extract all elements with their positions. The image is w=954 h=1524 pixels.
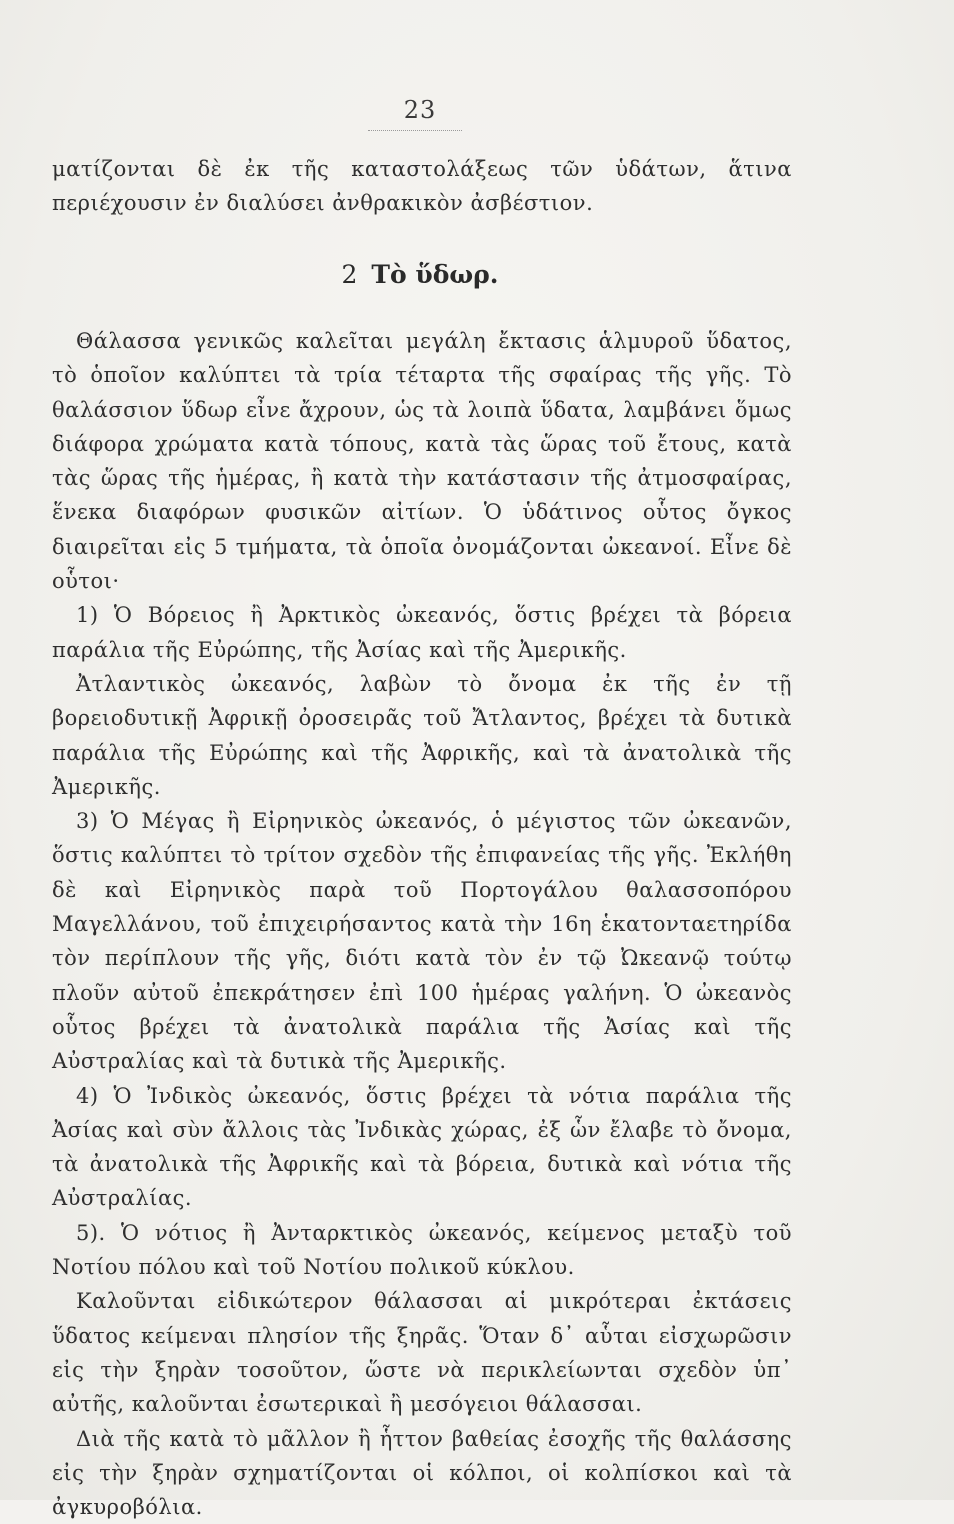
paragraph-gulfs: Διὰ τῆς κατὰ τὸ μᾶλλον ἢ ἧττον βαθείας ἐσοχῆς τῆς θαλάσσης εἰς τὴν ξηρὰν σχηματίζονται οἱ κόλποι, οἱ κολπίσκοι καὶ τὰ ἀγκυροβόλια. (52, 1422, 792, 1524)
paragraph-antarctic-ocean: 5). Ὁ νότιος ἢ Ἀνταρκτικὸς ὠκεανός, κείμενος μεταξὺ τοῦ Νοτίου πόλου καὶ τοῦ Νοτίου πολικοῦ κύκλου. (52, 1216, 792, 1285)
section-body (52, 324, 792, 1524)
paragraph-sea-definition: Θάλασσα γενικῶς καλεῖται μεγάλη ἔκτασις ἁλμυροῦ ὕδατος, τὸ ὁποῖον καλύπτει τὰ τρία τέταρτα τῆς σφαίρας τῆς γῆς. Τὸ θαλάσσιον ὕδωρ εἶνε ἄχρουν, ὡς τὰ λοιπὰ ὕδατα, λαμβάνει ὅμως διάφορα χρώματα κατὰ τόπους, κατὰ τὰς ὥρας τοῦ ἔτους, κατὰ τὰς ὥρας τῆς ἡμέρας, ἢ κατὰ τὴν κατάστασιν τῆς ἀτμοσφαίρας, ἕνεκα διαφόρων φυσικῶν αἰτίων. Ὁ ὑδάτινος οὗτος ὄγκος διαιρεῖται εἰς 5 τμήματα, τὰ ὁποῖα ὀνομάζονται ὠκεανοί. Εἶνε δὲ οὗτοι· (52, 324, 792, 598)
paragraph-pacific-ocean: 3) Ὁ Μέγας ἢ Εἰρηνικὸς ὠκεανός, ὁ μέγιστος τῶν ὠκεανῶν, ὅστις καλύπτει τὸ τρίτον σχεδὸν τῆς ἐπιφανείας τῆς γῆς. Ἐκλήθη δὲ καὶ Εἰρηνικὸς παρὰ τοῦ Πορτογάλου θαλασσοπόρου Μαγελλάνου, τοῦ ἐπιχειρήσαντος κατὰ τὴν 16η ἑκατονταετηρίδα τὸν περίπλουν τῆς γῆς, διότι κατὰ τὸν ἐν τῷ Ὠκεανῷ τούτῳ πλοῦν αὐτοῦ ἐπεκράτησεν ἐπὶ 100 ἡμέρας γαλήνη. Ὁ ὠκεανὸς οὗτος βρέχει τὰ ἀνατολικὰ παράλια τῆς Ἀσίας καὶ τῆς Αὐστραλίας καὶ τὰ δυτικὰ τῆς Ἀμερικῆς. (52, 804, 792, 1078)
section-heading (0, 260, 840, 289)
paragraph-seas: Καλοῦνται εἰδικώτερον θάλασσαι αἱ μικρότεραι ἐκτάσεις ὕδατος κείμεναι πλησίον τῆς ξηρᾶς. Ὅταν δ᾽ αὗται εἰσχωρῶσιν εἰς τὴν ξηρὰν τοσοῦτον, ὥστε νὰ περικλείωνται σχεδὸν ὑπ᾽ αὐτῆς, καλοῦνται ἐσωτερικαὶ ἢ μεσόγειοι θάλασσαι. (52, 1284, 792, 1421)
continued-paragraph (52, 152, 792, 221)
section-number: 2 (341, 260, 357, 289)
page-number-rule (368, 130, 462, 131)
paragraph-indian-ocean: 4) Ὁ Ἰνδικὸς ὠκεανός, ὅστις βρέχει τὰ νότια παράλια τῆς Ἀσίας καὶ σὺν ἄλλοις τὰς Ἰνδικὰς χώρας, ἐξ ὧν ἔλαβε τὸ ὄνομα, τὰ ἀνατολικὰ τῆς Ἀφρικῆς καὶ τὰ βόρεια, δυτικὰ καὶ νότια τῆς Αὐστραλίας. (52, 1079, 792, 1216)
page-number: 23 (0, 96, 840, 124)
paragraph-atlantic-ocean: Ἀτλαντικὸς ὠκεανός, λαβὼν τὸ ὄνομα ἐκ τῆς ἐν τῇ βορειοδυτικῇ Ἀφρικῇ ὀροσειρᾶς τοῦ Ἄτλαντος, βρέχει τὰ δυτικὰ παράλια τῆς Εὐρώπης καὶ τῆς Ἀφρικῆς, καὶ τὰ ἀνατολικὰ τῆς Ἀμερικῆς. (52, 667, 792, 804)
section-title: Τὸ ὕδωρ. (371, 260, 498, 289)
paragraph-arctic-ocean: 1) Ὁ Βόρειος ἢ Ἀρκτικὸς ὠκεανός, ὅστις βρέχει τὰ βόρεια παράλια τῆς Εὐρώπης, τῆς Ἀσίας καὶ τῆς Ἀμερικῆς. (52, 598, 792, 667)
paragraph-continuation: ματίζονται δὲ ἐκ τῆς καταστολάξεως τῶν ὑδάτων, ἅτινα περιέχουσιν ἐν διαλύσει ἀνθρακικὸν ἀσβέστιον. (52, 152, 792, 221)
